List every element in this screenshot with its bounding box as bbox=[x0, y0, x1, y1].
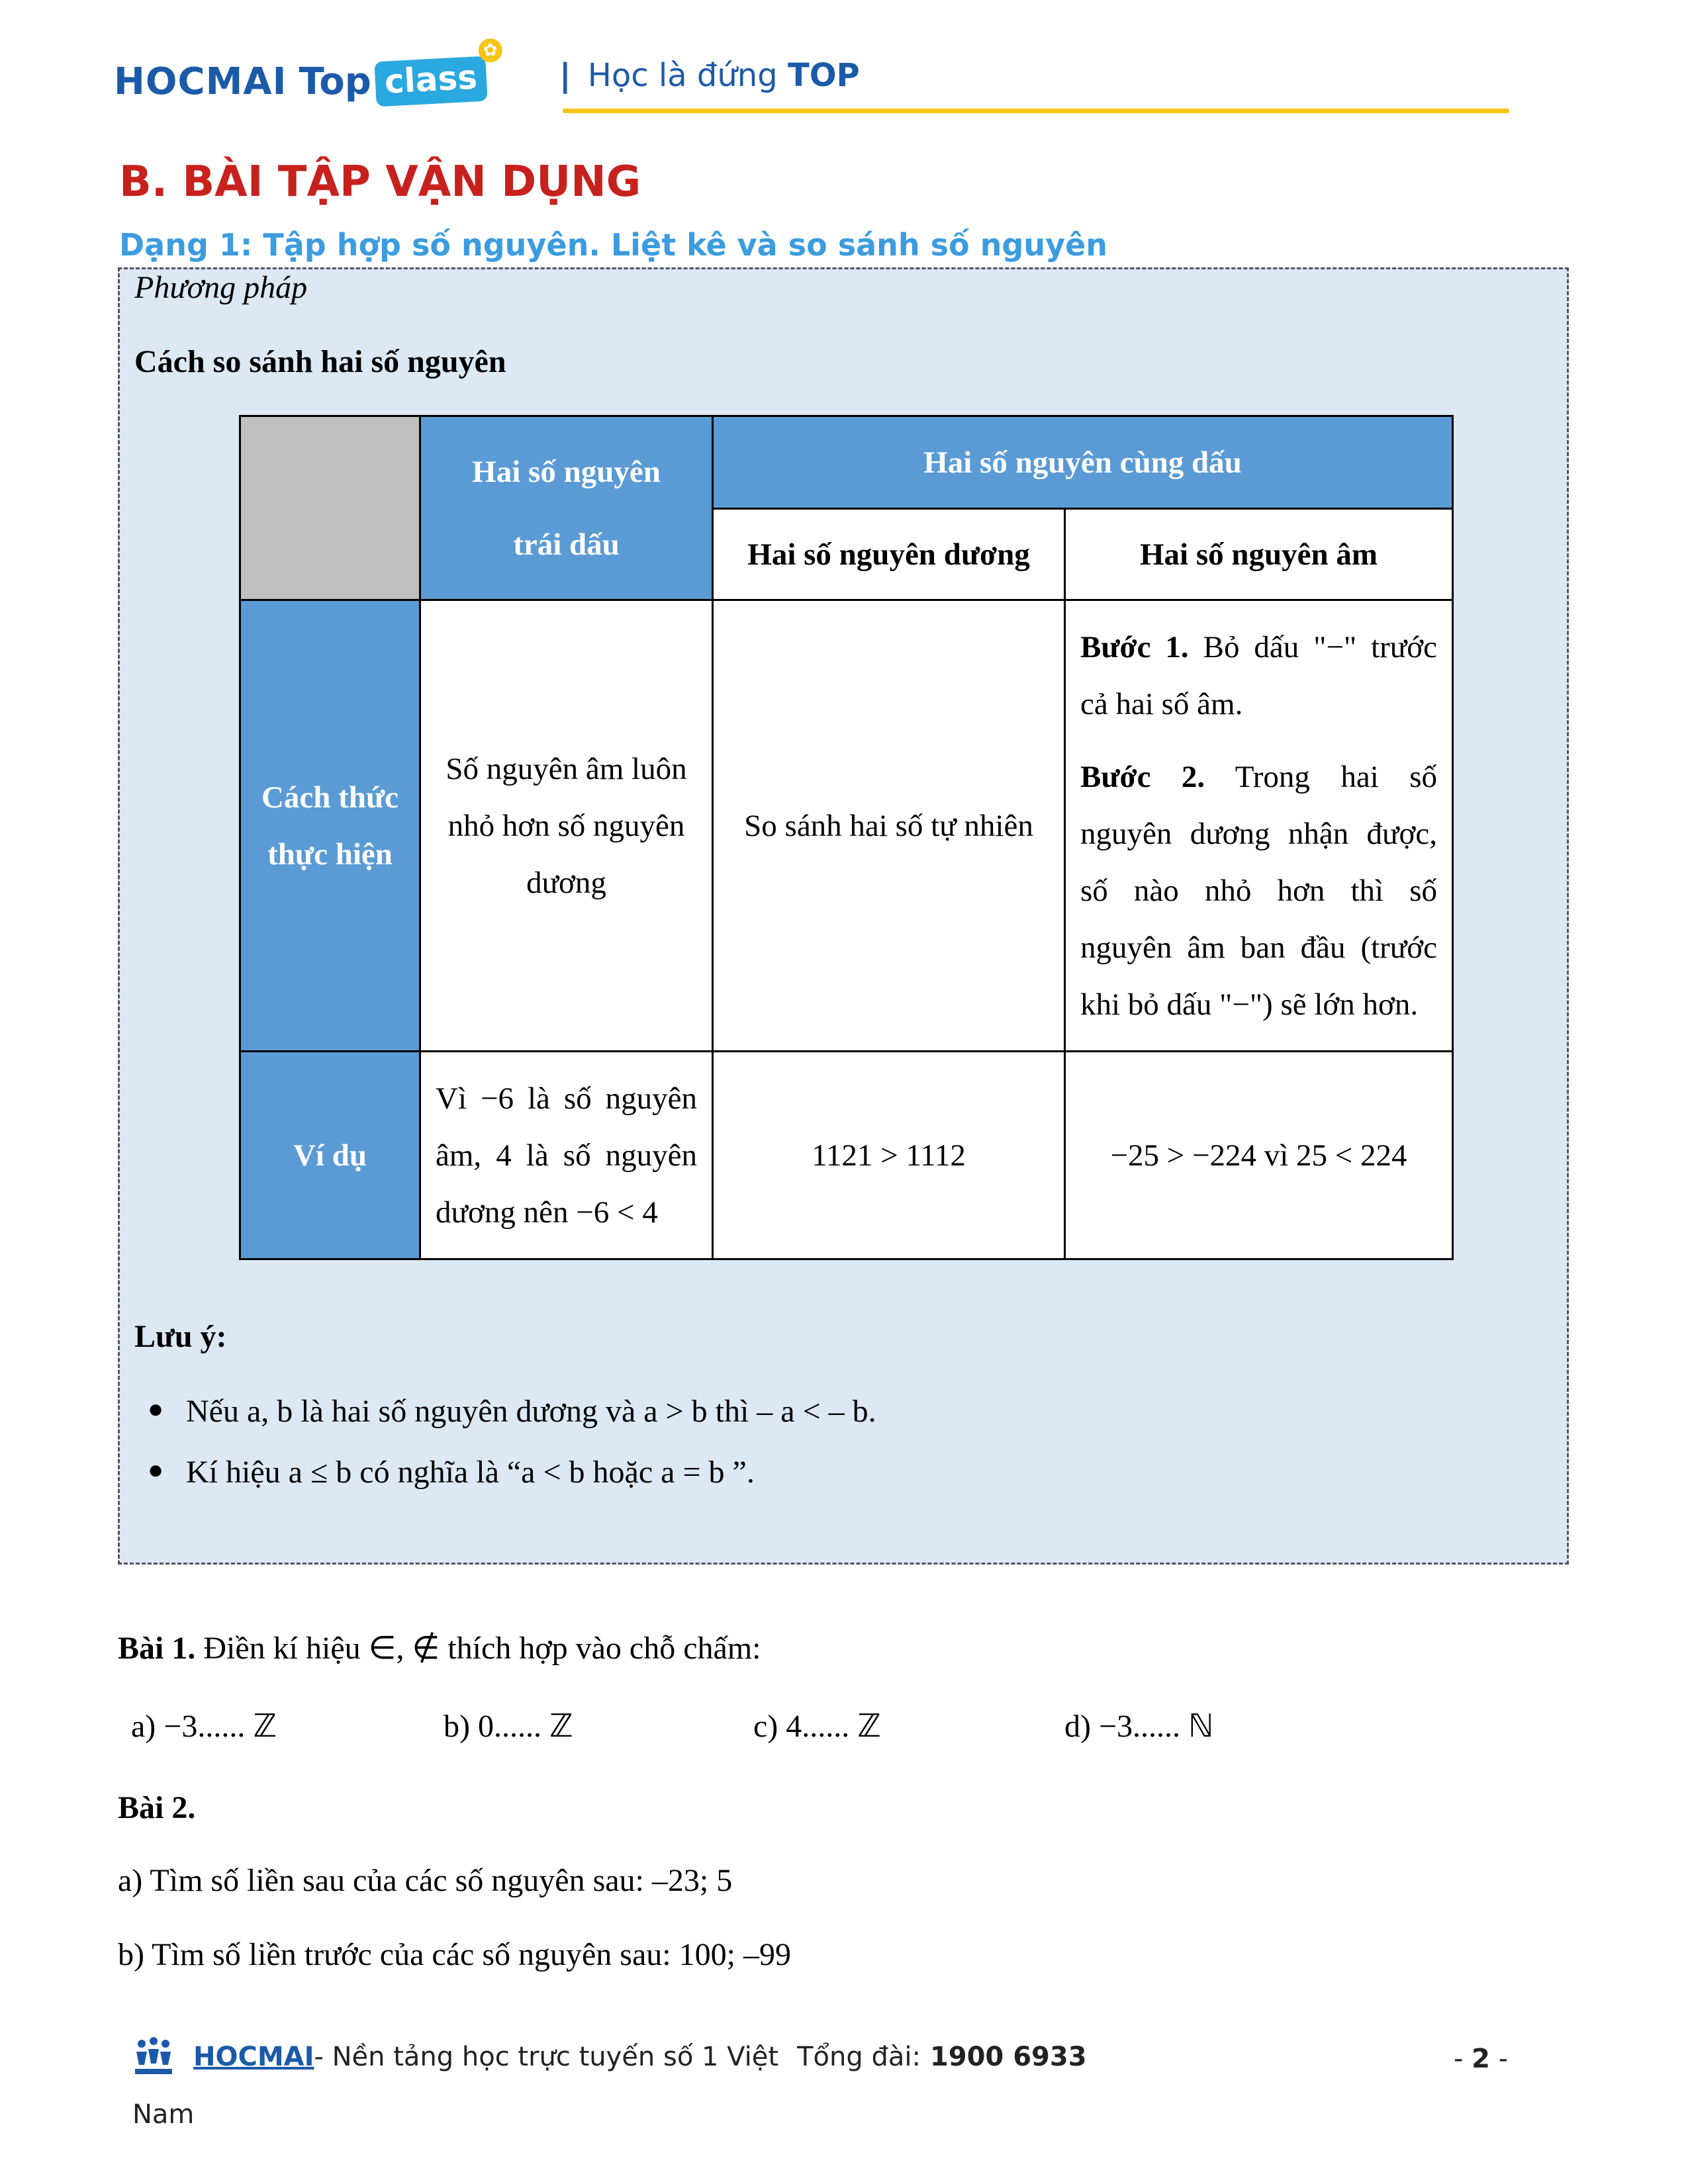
section-title: B. BÀI TẬP VẬN DỤNG bbox=[119, 158, 641, 206]
bai2-part-a: a) Tìm số liền sau của các số nguyên sau: –23; 5 bbox=[118, 1863, 733, 1898]
table-row bbox=[240, 600, 1453, 1052]
tagline-highlight: TOP bbox=[787, 57, 860, 94]
bai1-option-c: c) 4...... ℤ bbox=[753, 1709, 882, 1744]
example-negative: −25 > −224 vì 25 < 224 bbox=[1065, 1052, 1453, 1259]
example-positive: 1121 > 1112 bbox=[713, 1052, 1065, 1259]
hocmai-people-icon bbox=[132, 2037, 175, 2077]
method-box bbox=[118, 267, 1569, 1565]
bai1-label: Bài 1. bbox=[118, 1631, 196, 1666]
note-text: Kí hiệu a ≤ b có nghĩa là “a < b hoặc a = b ”. bbox=[186, 1455, 755, 1490]
logo-top: Top bbox=[299, 60, 371, 103]
tagline-prefix: Học là đứng bbox=[587, 57, 778, 94]
note-text: Nếu a, b là hai số nguyên dương và a > b thì – a < – b. bbox=[186, 1394, 876, 1429]
bai1-option-d: d) −3...... ℕ bbox=[1064, 1709, 1214, 1744]
footer-hotline: 1900 6933 bbox=[929, 2042, 1087, 2072]
logo-class-badge bbox=[374, 40, 498, 107]
head-opposite-cell bbox=[420, 416, 713, 600]
step-2-label: Bước 2. bbox=[1080, 759, 1205, 794]
step-2 bbox=[1080, 749, 1437, 1033]
bullet-icon: ● bbox=[148, 1455, 164, 1484]
step-1 bbox=[1080, 619, 1437, 733]
note-item bbox=[148, 1393, 876, 1430]
page-suffix: - bbox=[1498, 2044, 1509, 2074]
step-2-text: Trong hai số nguyên dương nhận được, số nào nhỏ hơn thì số nguyên âm ban đầu (trước khi bỏ dấu "−") sẽ lớn hơn. bbox=[1080, 759, 1437, 1022]
head-positive: Hai số nguyên dương bbox=[713, 509, 1065, 600]
tagline-divider: | bbox=[559, 57, 571, 94]
method-negative bbox=[1065, 600, 1453, 1052]
bullet-icon: ● bbox=[148, 1394, 164, 1424]
row-method-line2: thực hiện bbox=[267, 837, 393, 872]
step-1-label: Bước 1. bbox=[1080, 629, 1189, 664]
footer-brand-link[interactable]: HOCMAI bbox=[193, 2042, 314, 2072]
step-1-text: Bỏ dấu "−" trước cả hai số âm. bbox=[1080, 629, 1437, 721]
bai2-label bbox=[118, 1790, 195, 1826]
bai1-text: Điền kí hiệu ∈, ∉ thích hợp vào chỗ chấm: bbox=[203, 1631, 761, 1666]
header-divider bbox=[563, 109, 1509, 113]
page-number-value: 2 bbox=[1472, 2044, 1490, 2074]
star-icon: ✿ bbox=[478, 38, 503, 63]
compare-title: Cách so sánh hai số nguyên bbox=[134, 344, 506, 379]
row-method-label bbox=[240, 600, 420, 1052]
comparison-table bbox=[239, 415, 1454, 1260]
footer bbox=[132, 2037, 1087, 2077]
table-corner-cell bbox=[240, 416, 420, 600]
bai2-part-b: b) Tìm số liền trước của các số nguyên sau: 100; –99 bbox=[118, 1937, 791, 1972]
note-title: Lưu ý: bbox=[134, 1319, 227, 1354]
method-label: Phương pháp bbox=[134, 270, 308, 305]
table-row bbox=[240, 1052, 1453, 1259]
footer-text: - Nền tảng học trực tuyến số 1 Việt bbox=[314, 2042, 779, 2072]
dang-title: Dạng 1: Tập hợp số nguyên. Liệt kê và so sánh số nguyên bbox=[119, 227, 1108, 263]
logo-class: class bbox=[383, 58, 479, 101]
logo-brand: HOCMAI bbox=[114, 60, 287, 103]
head-opposite-line2: trái dấu bbox=[513, 527, 620, 562]
method-positive: So sánh hai số tự nhiên bbox=[713, 600, 1065, 1052]
footer-hotline-label: Tổng đài: bbox=[797, 2042, 921, 2072]
footer-continuation: Nam bbox=[132, 2099, 195, 2130]
bai1-prompt bbox=[118, 1629, 761, 1666]
hocmai-topclass-logo bbox=[114, 40, 498, 111]
table-row bbox=[240, 416, 1453, 509]
head-same-sign: Hai số nguyên cùng dấu bbox=[713, 416, 1453, 509]
note-item bbox=[148, 1454, 755, 1490]
bai1-option-a: a) −3...... ℤ bbox=[131, 1709, 277, 1744]
head-opposite-line1: Hai số nguyên bbox=[472, 454, 661, 489]
page-prefix: - bbox=[1454, 2044, 1464, 2074]
row-example-label: Ví dụ bbox=[240, 1052, 420, 1259]
bai1-option-b: b) 0...... ℤ bbox=[444, 1709, 573, 1744]
bai2-label-text: Bài 2. bbox=[118, 1790, 196, 1825]
page-number bbox=[1454, 2044, 1508, 2074]
head-negative: Hai số nguyên âm bbox=[1065, 509, 1453, 600]
example-opposite: Vì −6 là số nguyên âm, 4 là số nguyên dương nên −6 < 4 bbox=[420, 1052, 713, 1259]
method-opposite: Số nguyên âm luôn nhỏ hơn số nguyên dương bbox=[420, 600, 713, 1052]
row-method-line1: Cách thức bbox=[261, 780, 399, 815]
tagline bbox=[559, 57, 860, 94]
